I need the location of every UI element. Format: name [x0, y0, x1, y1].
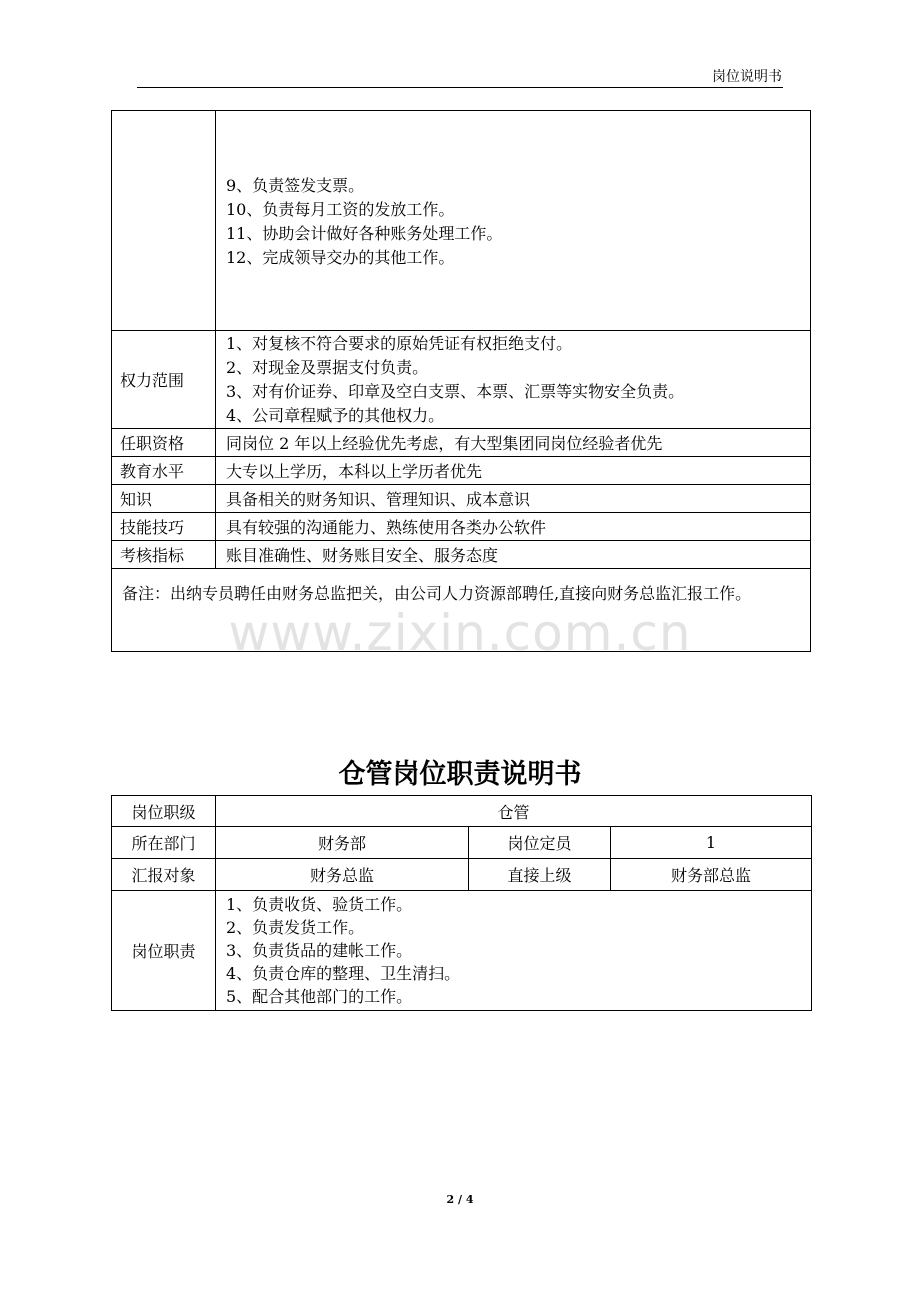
authority-item: 3、对有价证券、印章及空白支票、本票、汇票等实物安全负责。	[226, 381, 685, 401]
watermark: www.zixin.com.cn	[228, 604, 692, 662]
duties-continued-cell	[216, 111, 811, 331]
warehouse-duty-item: 1、负责收货、验货工作。	[226, 895, 413, 914]
report-label: 汇报对象	[112, 859, 216, 891]
skills-label: 技能技巧	[112, 513, 216, 541]
duty-item: 9、负责签发支票。	[226, 175, 365, 195]
kpi-label: 考核指标	[112, 541, 216, 569]
grade-row	[112, 796, 812, 827]
duty-item: 12、完成领导交办的其他工作。	[226, 247, 455, 267]
authority-row	[112, 331, 811, 429]
report-value: 财务总监	[216, 859, 469, 891]
qualification-label: 任职资格	[112, 429, 216, 457]
header-rule	[137, 87, 783, 88]
education-label: 教育水平	[112, 457, 216, 485]
knowledge-label: 知识	[112, 485, 216, 513]
dept-value: 财务部	[216, 827, 469, 859]
duties-continued-label-cell	[112, 111, 216, 331]
headcount-value: 1	[611, 827, 812, 859]
headcount-label: 岗位定员	[469, 827, 611, 859]
duty-item: 10、负责每月工资的发放工作。	[226, 199, 455, 219]
authority-item: 2、对现金及票据支付负责。	[226, 357, 429, 377]
note-text: 备注：出纳专员聘任由财务总监把关，由公司人力资源部聘任,直接向财务总监汇报工作。	[112, 569, 811, 652]
kpi-value: 账目准确性、财务账目安全、服务态度	[216, 541, 811, 569]
duties-label: 岗位职责	[112, 891, 216, 1011]
cashier-duty-table	[111, 110, 811, 652]
skills-value: 具有较强的沟通能力、熟练使用各类办公软件	[216, 513, 811, 541]
knowledge-value: 具备相关的财务知识、管理知识、成本意识	[216, 485, 811, 513]
warehouse-duty-item: 2、负责发货工作。	[226, 918, 365, 937]
qualification-row	[112, 429, 811, 457]
grade-label: 岗位职级	[112, 796, 216, 827]
qualification-value: 同岗位 2 年以上经验优先考虑，有大型集团同岗位经验者优先	[216, 429, 811, 457]
report-row	[112, 859, 812, 891]
warehouse-duty-item: 4、负责仓库的整理、卫生清扫。	[226, 964, 461, 983]
warehouse-duty-item: 3、负责货品的建帐工作。	[226, 941, 413, 960]
superior-label: 直接上级	[469, 859, 611, 891]
grade-value: 仓管	[216, 796, 812, 827]
duties-cell	[216, 891, 812, 1011]
warehouse-duty-item: 5、配合其他部门的工作。	[226, 987, 413, 1006]
header-doc-label: 岗位说明书	[712, 69, 782, 85]
authority-label: 权力范围	[112, 331, 216, 429]
skills-row	[112, 513, 811, 541]
superior-value: 财务部总监	[611, 859, 812, 891]
education-value: 大专以上学历，本科以上学历者优先	[216, 457, 811, 485]
authority-item: 1、对复核不符合要求的原始凭证有权拒绝支付。	[226, 333, 573, 353]
dept-row	[112, 827, 812, 859]
education-row	[112, 457, 811, 485]
duty-item: 11、协助会计做好各种账务处理工作。	[226, 223, 503, 243]
kpi-row	[112, 541, 811, 569]
duties-continued-row	[112, 111, 811, 331]
knowledge-row	[112, 485, 811, 513]
note-row	[112, 569, 811, 652]
dept-label: 所在部门	[112, 827, 216, 859]
authority-item: 4、公司章程赋予的其他权力。	[226, 405, 445, 425]
authority-cell	[216, 331, 811, 429]
section-title: 仓管岗位职责说明书	[338, 759, 582, 790]
warehouse-duty-table	[111, 795, 812, 1011]
duties-row	[112, 891, 812, 1011]
page-number: 2 / 4	[446, 1193, 474, 1206]
